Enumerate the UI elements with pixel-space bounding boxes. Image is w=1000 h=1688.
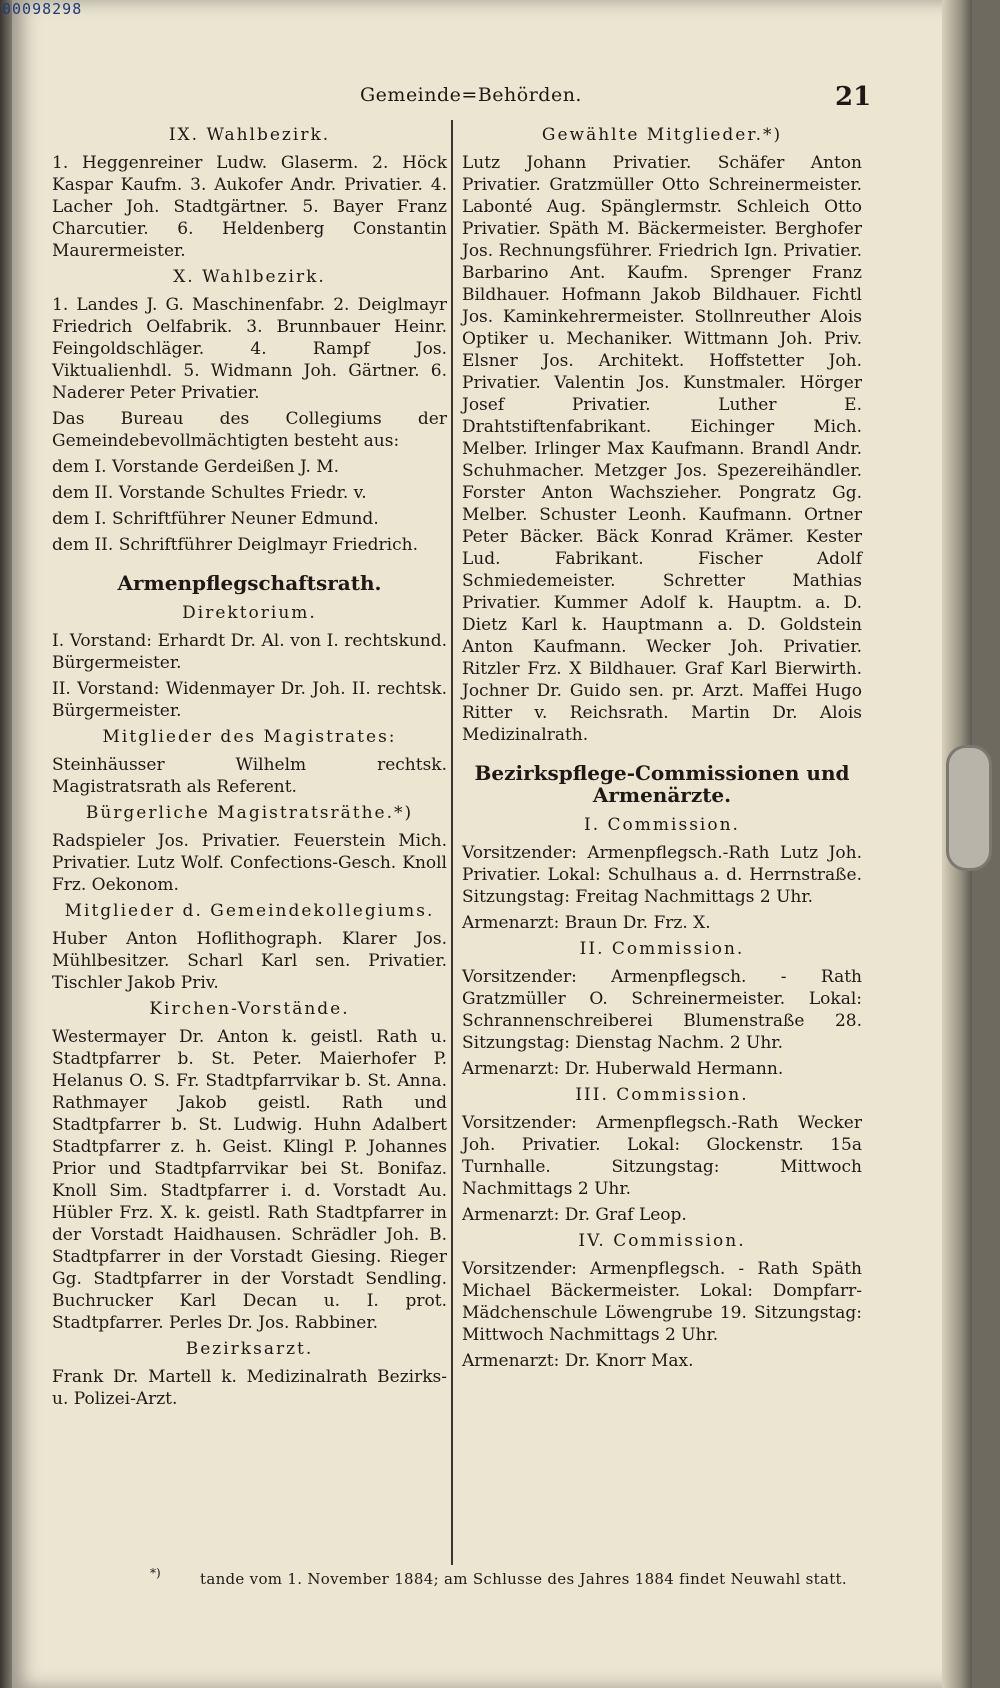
section-heading-armenpflegschaftsrath: Armenpflegschaftsrath.	[117, 571, 382, 595]
bureau-line: dem II. Vorstande Schultes Friedr. v.	[52, 483, 367, 503]
bezirksarzt-text: Frank Dr. Martell k. Medizinalrath Bezirks- u. Polizei-Arzt.	[52, 1367, 447, 1409]
section-heading-commission-2: II. Commission.	[579, 939, 745, 959]
page-number: 21	[835, 82, 872, 112]
section-heading-commission-1: I. Commission.	[584, 815, 740, 835]
footnote-text: tande vom 1. November 1884; am Schlusse des Jahres 1884 findet Neuwahl statt.	[200, 1570, 847, 1588]
commission-4-armenarzt: Armenarzt: Dr. Knorr Max.	[462, 1351, 694, 1371]
commission-3-armenarzt: Armenarzt: Dr. Graf Leop.	[462, 1205, 687, 1225]
left-column	[52, 120, 447, 1414]
right-column	[462, 120, 862, 1376]
section-heading-buergerliche: Bürgerliche Magistratsräthe.*)	[85, 803, 414, 823]
bureau-line: dem II. Schriftführer Deiglmayr Friedrich.	[52, 535, 418, 555]
commission-3-text: Vorsitzender: Armenpflegsch.-Rath Wecker Joh. Privatier. Lokal: Glockenstr. 15a Turnhalle. Sitzungstag: Mittwoch Nachmittags 2 Uhr.	[462, 1113, 862, 1199]
section-heading-commission-4: IV. Commission.	[578, 1231, 746, 1251]
vorstand-1: I. Vorstand: Erhardt Dr. Al. von I. rechtskund. Bürgermeister.	[52, 631, 447, 673]
section-heading-bezirksarzt: Bezirksarzt.	[185, 1339, 314, 1359]
commission-1-armenarzt: Armenarzt: Braun Dr. Frz. X.	[462, 913, 711, 933]
binder-clip	[946, 745, 992, 871]
kirchen-text: Westermayer Dr. Anton k. geistl. Rath u. Stadtpfarrer b. St. Peter. Maierhofer P. Helanus O. S. Fr. Stadtpfarrvikar b. St. Anna. Rathmayer Jakob geistl. Rath und Stadtpfarrer b. St. Ludwig. Huhn Adalbert Stadtpfarrer z. h. Geist. Klingl P. Johannes Prior und Stadtpfarrvikar bei St. Bonifaz. Knoll Sim. Stadtpfarrer i. d. Vorstadt Au. Hübler Frz. X. k. geistl. Rath Stadtpfarrer in der Vorstadt Haidhausen. Schrädler Joh. B. Stadtpfarrer in der Vorstadt Giesing. Rieger Gg. Stadtpfarrer in der Vorstadt Sendling. Buchrucker Karl Decan u. I. prot. Stadtpfarrer. Perles Dr. Jos. Rabbiner.	[52, 1027, 447, 1333]
footnote-mark: *)	[150, 1566, 161, 1580]
gemeindekollegium-text: Huber Anton Hoflithograph. Klarer Jos. Mühlbesitzer. Scharl Karl sen. Privatier. Tischler Jakob Priv.	[52, 929, 447, 993]
section-heading-wahlbezirk-ix: IX. Wahlbezirk.	[168, 125, 331, 145]
section-heading-gewaehlte: Gewählte Mitglieder.*)	[541, 125, 783, 145]
vorstand-2: II. Vorstand: Widenmayer Dr. Joh. II. rechtsk. Bürgermeister.	[52, 679, 447, 721]
wahlbezirk-x-text: 1. Landes J. G. Maschinenfabr. 2. Deiglmayr Friedrich Oelfabrik. 3. Brunnbauer Heinr. Feingoldschläger. 4. Rampf Jos. Viktualienhdl. 5. Widmann Joh. Gärtner. 6. Naderer Peter Privatier.	[52, 295, 447, 403]
commission-2-text: Vorsitzender: Armenpflegsch. - Rath Gratzmüller O. Schreinermeister. Lokal: Schrannenschreiberei Blumenstraße 28. Sitzungstag: Dienstag Nachm. 2 Uhr.	[462, 967, 862, 1053]
section-heading-gemeindekollegium: Mitglieder d. Gemeindekollegiums.	[64, 901, 435, 921]
section-heading-mitglieder-magistrat: Mitglieder des Magistrates:	[102, 727, 397, 747]
section-heading-commission-3: III. Commission.	[575, 1085, 749, 1105]
mitglieder-magistrat-text: Steinhäusser Wilhelm rechtsk. Magistratsrath als Referent.	[52, 755, 447, 797]
catalog-stamp: 00098298	[2, 0, 83, 18]
section-heading-bezirkspflege: Bezirkspflege-Commissionen und Armenärzte.	[474, 761, 850, 807]
bureau-line: dem I. Vorstande Gerdeißen J. M.	[52, 457, 340, 477]
commission-1-text: Vorsitzender: Armenpflegsch.-Rath Lutz Joh. Privatier. Lokal: Schulhaus a. d. Herrnstraße. Sitzungstag: Freitag Nachmittags 2 Uhr.	[462, 843, 862, 907]
section-heading-wahlbezirk-x: X. Wahlbezirk.	[173, 267, 326, 287]
page-header: Gemeinde=Behörden.	[360, 84, 582, 106]
commission-4-text: Vorsitzender: Armenpflegsch. - Rath Späth Michael Bäckermeister. Lokal: Dompfarr-Mädchenschule Löwengrube 19. Sitzungstag: Mittwoch Nachmittags 2 Uhr.	[462, 1259, 862, 1345]
section-heading-direktorium: Direktorium.	[182, 603, 317, 623]
wahlbezirk-ix-text: 1. Heggenreiner Ludw. Glaserm. 2. Höck Kaspar Kaufm. 3. Aukofer Andr. Privatier. 4. Lacher Joh. Stadtgärtner. 5. Bayer Franz Charcutier. 6. Heldenberg Constantin Maurermeister.	[52, 153, 447, 261]
gewaehlte-text: Lutz Johann Privatier. Schäfer Anton Privatier. Gratzmüller Otto Schreinermeister. Labonté Aug. Spänglermstr. Schleich Otto Privatier. Späth M. Bäckermeister. Berghofer Jos. Rechnungsführer. Friedrich Ign. Privatier. Barbarino Ant. Kaufm. Sprenger Franz Bildhauer. Hofmann Jakob Bildhauer. Fichtl Jos. Kaminkehrermeister. Stollnreuther Alois Optiker u. Mechaniker. Wittmann Joh. Priv. Elsner Jos. Architekt. Hoffstetter Joh. Privatier. Valentin Jos. Kunstmaler. Hörger Josef Privatier. Luther E. Drahtstiftenfabrikant. Eichinger Mich. Melber. Irlinger Max Kaufmann. Brandl Andr. Schuhmacher. Metzger Jos. Spezereihändler. Forster Anton Wachszieher. Pongratz Gg. Melber. Schuster Leonh. Kaufmann. Ortner Peter Bäcker. Bäck Konrad Krämer. Kester Lud. Fabrikant. Fischer Adolf Schmiedemeister. Schretter Mathias Privatier. Kummer Adolf k. Hauptm. a. D. Dietz Karl k. Hauptmann a. D. Goldstein Anton Kaufmann. Wecker Joh. Privatier. Ritzler Frz. X Bildhauer. Graf Karl Bierwirth. Jochner Dr. Guido sen. pr. Arzt. Maffei Hugo Ritter v. Reichsrath. Martin Dr. Alois Medizinalrath.	[462, 153, 862, 745]
commission-2-armenarzt: Armenarzt: Dr. Huberwald Hermann.	[462, 1059, 784, 1079]
section-heading-kirchen: Kirchen-Vorstände.	[149, 999, 350, 1019]
bureau-intro: Das Bureau des Collegiums der Gemeindebevollmächtigten besteht aus:	[52, 409, 447, 451]
buergerliche-text: Radspieler Jos. Privatier. Feuerstein Mich. Privatier. Lutz Wolf. Confections-Gesch. Knoll Frz. Oekonom.	[52, 831, 447, 895]
bureau-line: dem I. Schriftführer Neuner Edmund.	[52, 509, 379, 529]
column-divider	[451, 120, 453, 1565]
